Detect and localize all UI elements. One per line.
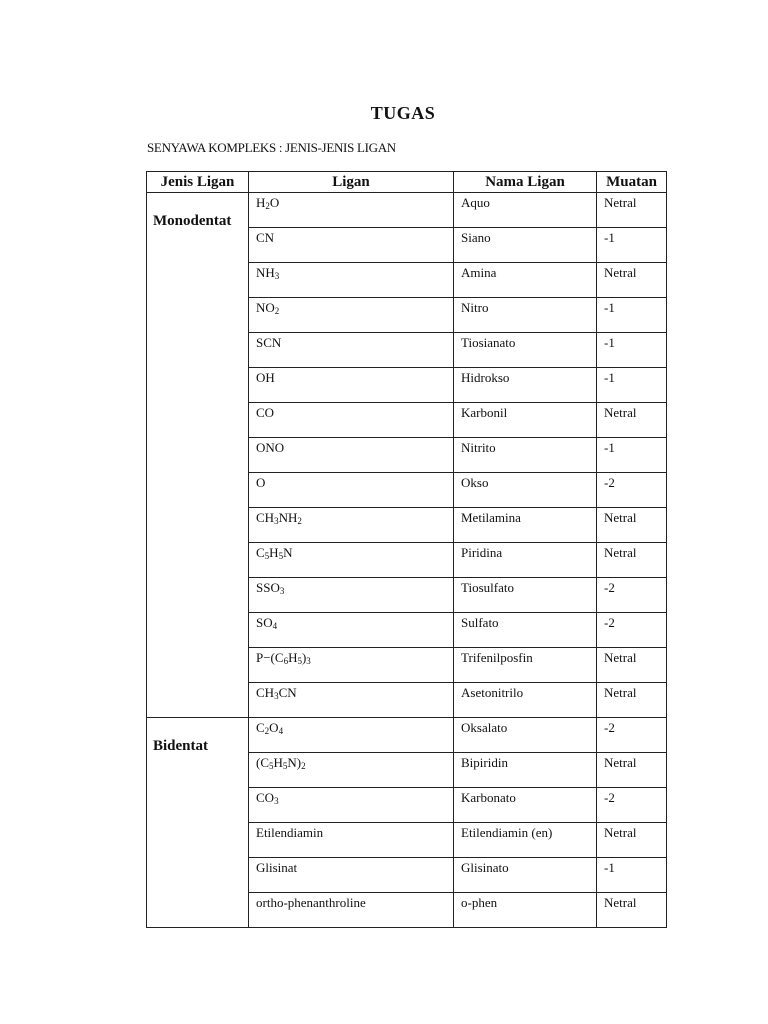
ligan-cell: Etilendiamin (249, 823, 454, 858)
nama-ligan-cell: Bipiridin (454, 753, 597, 788)
table-row (147, 718, 667, 753)
muatan-cell: -2 (597, 718, 667, 753)
nama-ligan-cell: Nitro (454, 298, 597, 333)
table-body (147, 193, 667, 928)
nama-ligan-cell: Glisinato (454, 858, 597, 893)
nama-ligan-cell: Tiosulfato (454, 578, 597, 613)
muatan-cell: Netral (597, 648, 667, 683)
table-row (147, 193, 667, 228)
muatan-cell: -1 (597, 368, 667, 403)
ligan-cell: $CH_3NH_2$ (249, 508, 454, 543)
ligan-cell: SCN (249, 333, 454, 368)
ligan-cell: Glisinat (249, 858, 454, 893)
ligan-cell: O (249, 473, 454, 508)
ligan-cell: ortho-phenanthroline (249, 893, 454, 928)
ligan-cell: $NO_2$ (249, 298, 454, 333)
muatan-cell: Netral (597, 508, 667, 543)
muatan-cell: Netral (597, 263, 667, 298)
header-ligan: Ligan (249, 172, 454, 193)
ligan-cell: $C_2O_4$ (249, 718, 454, 753)
nama-ligan-cell: Nitrito (454, 438, 597, 473)
ligan-cell: CO (249, 403, 454, 438)
muatan-cell: -1 (597, 228, 667, 263)
ligan-cell: $C_5H_5N$ (249, 543, 454, 578)
ligan-cell: $(C_5H_5N)_2$ (249, 753, 454, 788)
muatan-cell: Netral (597, 823, 667, 858)
nama-ligan-cell: Trifenilposfin (454, 648, 597, 683)
header-muatan: Muatan (597, 172, 667, 193)
muatan-cell: Netral (597, 683, 667, 718)
muatan-cell: Netral (597, 193, 667, 228)
nama-ligan-cell: Tiosianato (454, 333, 597, 368)
nama-ligan-cell: Karbonil (454, 403, 597, 438)
nama-ligan-cell: Karbonato (454, 788, 597, 823)
muatan-cell: Netral (597, 753, 667, 788)
nama-ligan-cell: Okso (454, 473, 597, 508)
nama-ligan-cell: Siano (454, 228, 597, 263)
header-jenis-ligan: Jenis Ligan (147, 172, 249, 193)
muatan-cell: -2 (597, 473, 667, 508)
nama-ligan-cell: Etilendiamin (en) (454, 823, 597, 858)
header-nama-ligan: Nama Ligan (454, 172, 597, 193)
muatan-cell: Netral (597, 403, 667, 438)
table-header-row (147, 172, 667, 193)
ligan-cell: OH (249, 368, 454, 403)
ligan-cell: $NH_3$ (249, 263, 454, 298)
muatan-cell: Netral (597, 543, 667, 578)
muatan-cell: -2 (597, 613, 667, 648)
ligan-cell: ONO (249, 438, 454, 473)
nama-ligan-cell: Sulfato (454, 613, 597, 648)
nama-ligan-cell: Amina (454, 263, 597, 298)
ligan-cell: $SSO_3$ (249, 578, 454, 613)
document-subtitle: SENYAWA KOMPLEKS : JENIS-JENIS LIGAN (147, 140, 396, 155)
muatan-cell: -2 (597, 578, 667, 613)
muatan-cell: -1 (597, 858, 667, 893)
nama-ligan-cell: o-phen (454, 893, 597, 928)
ligan-cell: $P-(C_6H_5)_3$ (249, 648, 454, 683)
nama-ligan-cell: Asetonitrilo (454, 683, 597, 718)
ligand-table (146, 171, 667, 928)
muatan-cell: -2 (597, 788, 667, 823)
muatan-cell: -1 (597, 438, 667, 473)
muatan-cell: -1 (597, 298, 667, 333)
nama-ligan-cell: Piridina (454, 543, 597, 578)
nama-ligan-cell: Oksalato (454, 718, 597, 753)
muatan-cell: Netral (597, 893, 667, 928)
nama-ligan-cell: Metilamina (454, 508, 597, 543)
jenis-ligan-cell: Bidentat (147, 718, 249, 928)
jenis-ligan-cell: Monodentat (147, 193, 249, 718)
ligan-cell: $CH_3CN$ (249, 683, 454, 718)
nama-ligan-cell: Hidrokso (454, 368, 597, 403)
ligan-cell: CN (249, 228, 454, 263)
muatan-cell: -1 (597, 333, 667, 368)
nama-ligan-cell: Aquo (454, 193, 597, 228)
ligan-cell: $SO_4$ (249, 613, 454, 648)
ligan-cell: $H_2O$ (249, 193, 454, 228)
ligan-cell: $CO_3$ (249, 788, 454, 823)
document-title: TUGAS (370, 103, 436, 123)
